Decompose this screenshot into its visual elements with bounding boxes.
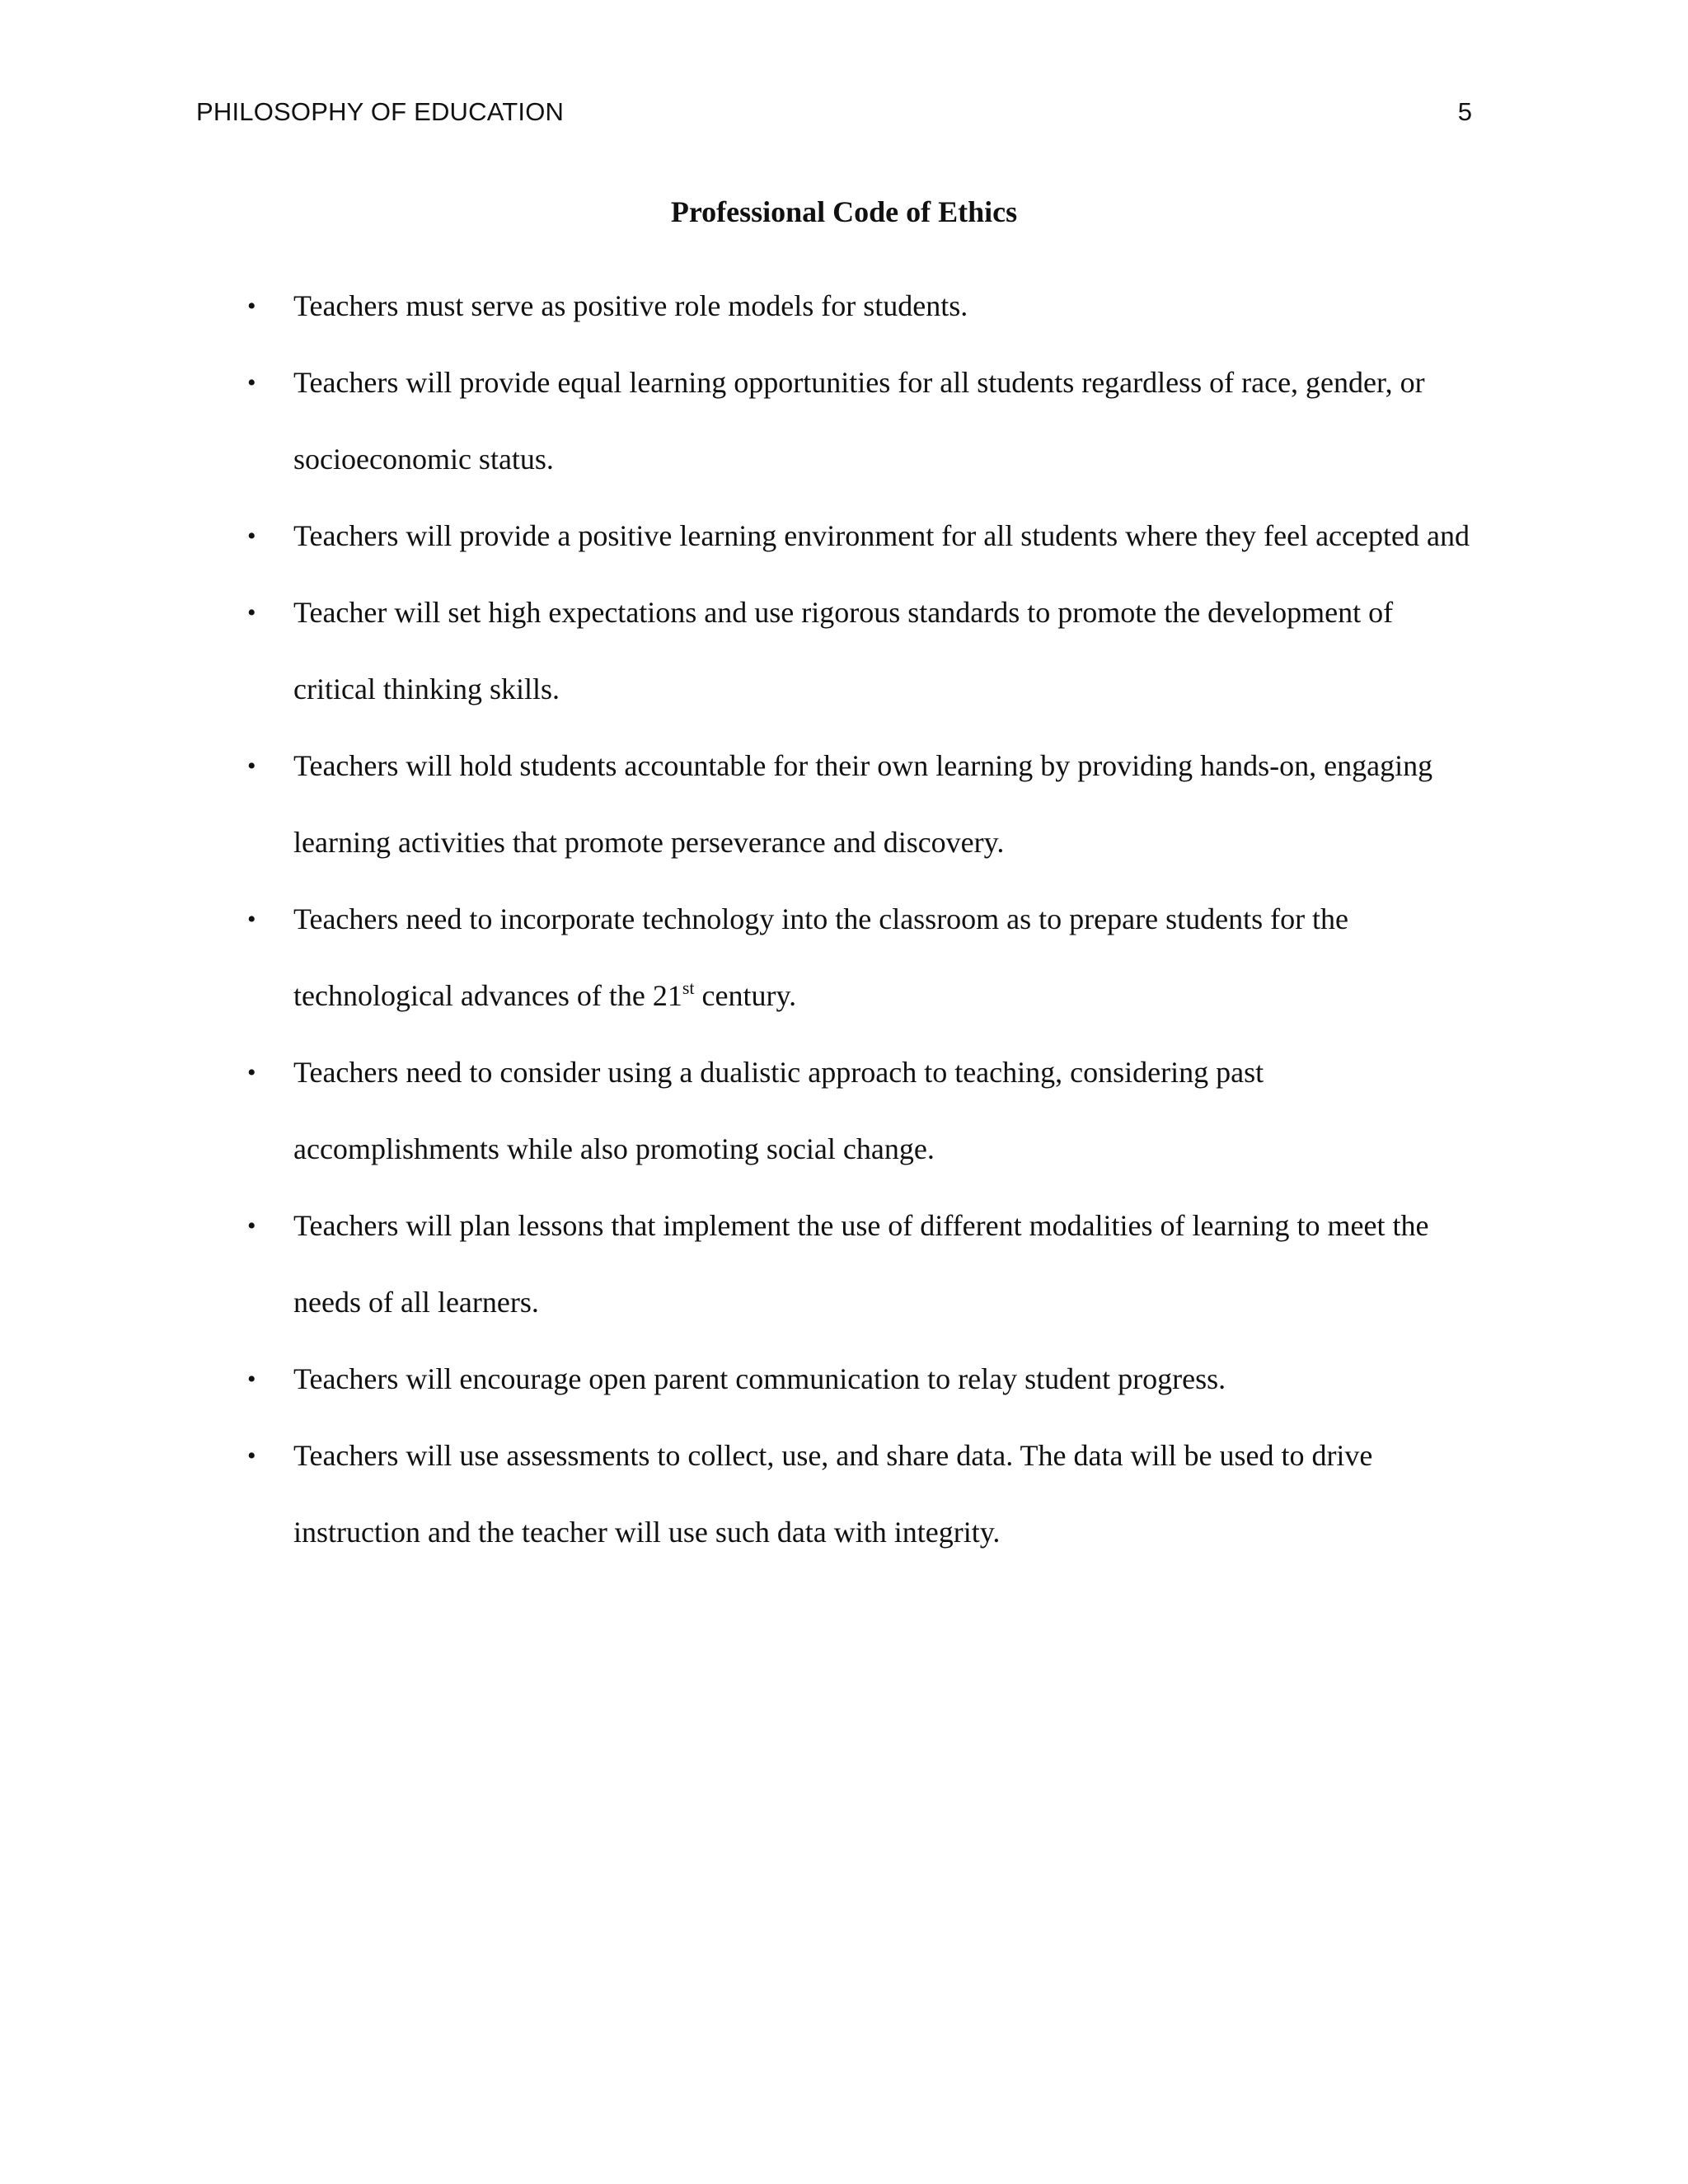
list-item [247, 881, 1472, 1034]
ethics-list [247, 268, 1472, 1571]
list-item [247, 728, 1472, 881]
list-item-text: Teachers will plan lessons that implement the use of different modalities of learning to meet the needs of all learners. [293, 1209, 1429, 1319]
list-item-text: Teachers will hold students accountable for their own learning by providing hands-on, engaging learning activities that promote perseverance and discovery. [293, 749, 1433, 859]
list-item [247, 1188, 1472, 1341]
list-item-text: Teacher will set high expectations and use rigorous standards to promote the development of critical thinking skills. [293, 596, 1394, 705]
list-item-text: Teachers will encourage open parent communication to relay student progress. [293, 1362, 1226, 1395]
list-item [247, 498, 1472, 574]
list-item-text: Teachers will provide a positive learning environment for all students where they feel accepted and [293, 519, 1470, 552]
list-item [247, 1418, 1472, 1571]
running-head: PHILOSOPHY OF EDUCATION [196, 97, 565, 126]
ordinal-superscript: st [682, 977, 695, 998]
list-item [247, 574, 1472, 728]
list-item-text-part: Teachers need to incorporate technology into the classroom as to prepare students for the technological advances of the 21 [293, 902, 1349, 1012]
list-item [247, 1034, 1472, 1188]
list-item-text [293, 902, 1348, 1012]
bullet-icon: • [247, 599, 256, 626]
bullet-icon: • [247, 523, 256, 550]
bullet-icon: • [247, 1442, 256, 1469]
list-item-text: Teachers must serve as positive role models for students. [293, 289, 968, 322]
list-item [247, 344, 1472, 498]
bullet-icon: • [247, 1059, 256, 1086]
bullet-icon: • [247, 369, 256, 396]
bullet-icon: • [247, 1212, 256, 1240]
list-item-text-part: century. [694, 979, 797, 1012]
bullet-icon: • [247, 906, 256, 933]
list-item-text: Teachers will provide equal learning opportunities for all students regardless of race, gender, or socioeconomic status. [293, 366, 1425, 476]
list-item-text: Teachers will use assessments to collect, use, and share data. The data will be used to drive instruction and the teacher will use such data with integrity. [293, 1439, 1373, 1549]
bullet-icon: • [247, 752, 256, 780]
page-number: 5 [1457, 97, 1472, 126]
bullet-icon: • [247, 293, 256, 320]
list-item-text: Teachers need to consider using a dualistic approach to teaching, considering past accomplishments while also promoting social change. [293, 1056, 1264, 1165]
bullet-icon: • [247, 1366, 256, 1393]
list-item [247, 1341, 1472, 1418]
document-title: Professional Code of Ethics [670, 195, 1018, 228]
list-item [247, 268, 1472, 344]
